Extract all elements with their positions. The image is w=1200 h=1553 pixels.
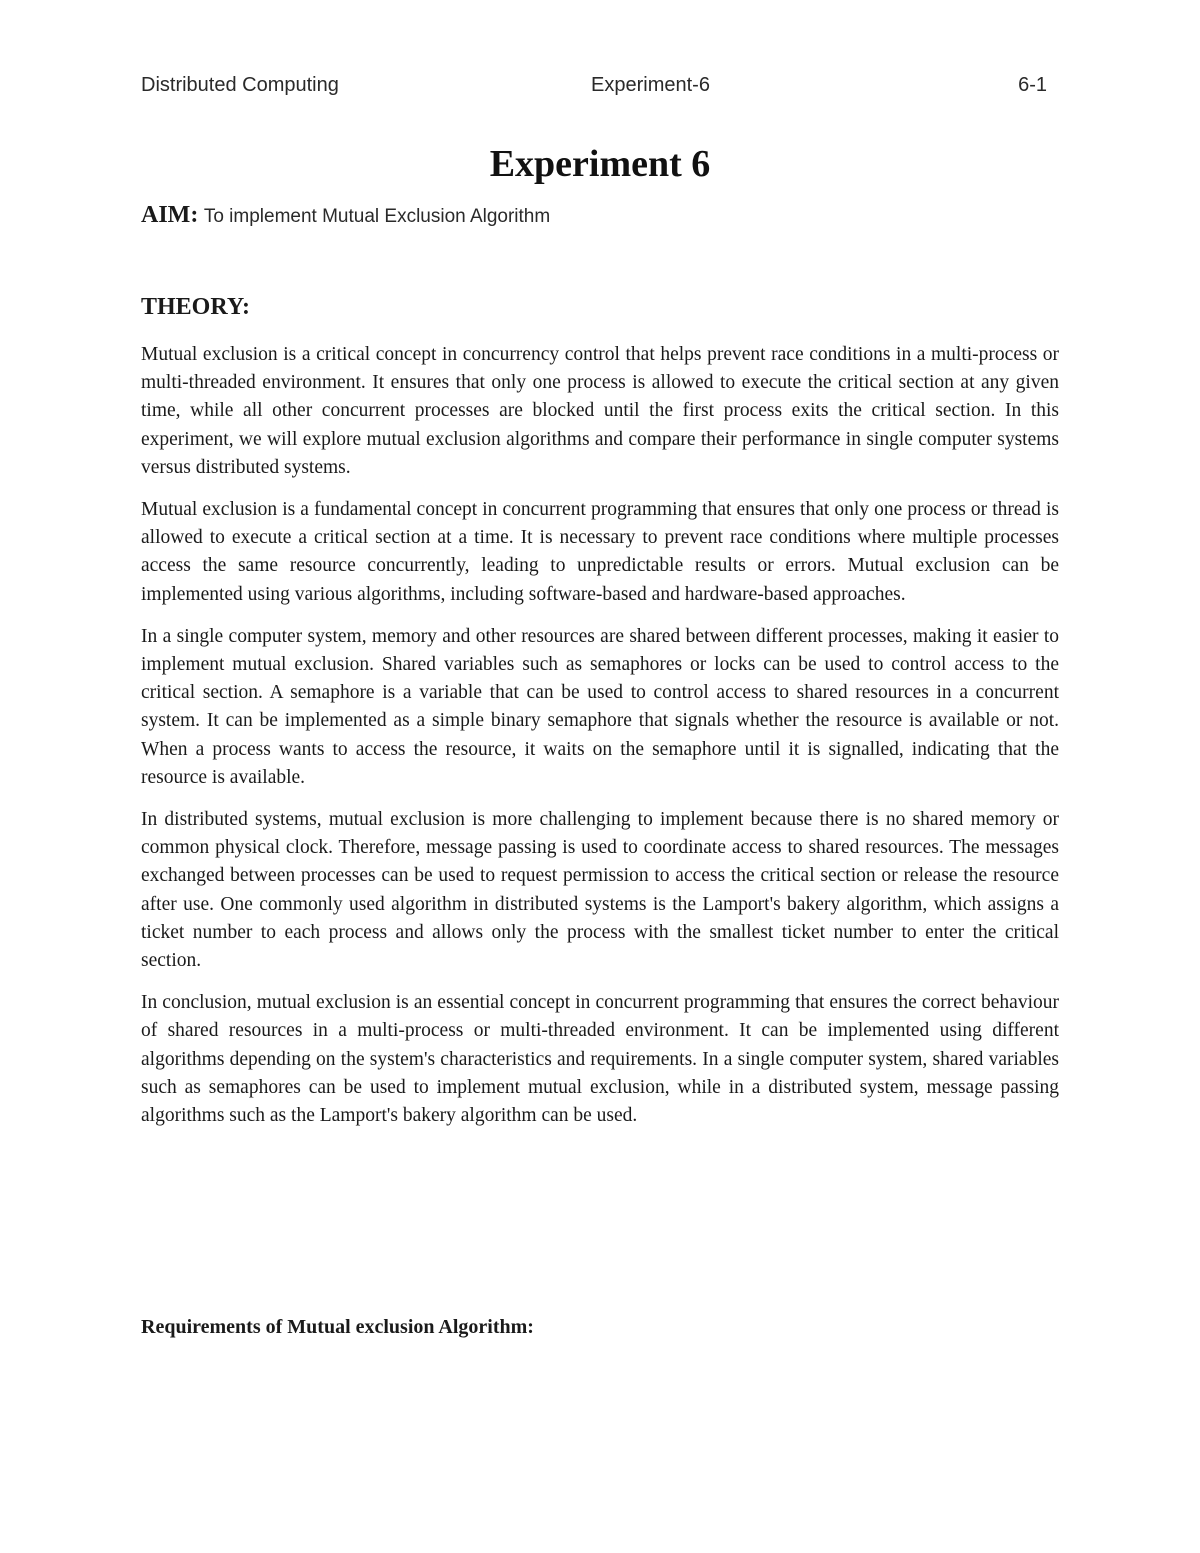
header-experiment-label: Experiment-6: [591, 74, 710, 96]
aim-label: AIM:: [141, 202, 199, 228]
theory-paragraph: In conclusion, mutual exclusion is an essential concept in concurrent programming that ensures the correct behaviour of shared resources in a multi-process or multi-threaded environment. It can be implemented using different algorithms depending on the system's characteristics and requirements. In a single computer system, shared variables such as semaphores can be used to implement mutual exclusion, while in a distributed system, message passing algorithms such as the Lamport's bakery algorithm can be used.: [141, 992, 1059, 1127]
running-header: [141, 74, 1047, 102]
theory-paragraph: In a single computer system, memory and other resources are shared between different processes, making it easier to implement mutual exclusion. Shared variables such as semaphores or locks can be used to control access to the critical section. A semaphore is a variable that can be used to control access to shared resources in a concurrent system. It can be implemented as a simple binary semaphore that signals whether the resource is available or not. When a process wants to access the resource, it waits on the semaphore until it is signalled, indicating that the resource is available.: [141, 625, 1059, 788]
theory-heading: THEORY:: [141, 294, 250, 320]
theory-paragraph: Mutual exclusion is a fundamental concept in concurrent programming that ensures that only one process or thread is allowed to execute a critical section at a time. It is necessary to prevent race conditions where multiple processes access the same resource concurrently, leading to unpredictable results or errors. Mutual exclusion can be implemented using various algorithms, including software-based and hardware-based approaches.: [141, 499, 1059, 605]
header-page-number: 6-1: [1018, 74, 1047, 96]
document-title: Experiment 6: [489, 143, 711, 185]
theory-paragraph: In distributed systems, mutual exclusion is more challenging to implement because there is no shared memory or common physical clock. Therefore, message passing is used to coordinate access to shared resources. The messages exchanged between processes can be used to request permission to access the critical section or release the resource after use. One commonly used algorithm in distributed systems is the Lamport's bakery algorithm, which assigns a ticket number to each process and allows only the process with the smallest ticket number to enter the critical section.: [141, 809, 1059, 972]
aim-text: To implement Mutual Exclusion Algorithm: [203, 206, 551, 227]
aim-line: [141, 202, 1061, 229]
theory-paragraph: Mutual exclusion is a critical concept in concurrency control that helps prevent race conditions in a multi-process or multi-threaded environment. It ensures that only one process is allowed to execute the critical section at any given time, while all other concurrent processes are blocked until the first process exits the critical section. In this experiment, we will explore mutual exclusion algorithms and compare their performance in single computer systems versus distributed systems.: [141, 344, 1059, 478]
requirements-heading: Requirements of Mutual exclusion Algorithm:: [141, 1316, 534, 1338]
header-course-name: Distributed Computing: [141, 74, 339, 96]
theory-body: [141, 341, 1059, 1144]
